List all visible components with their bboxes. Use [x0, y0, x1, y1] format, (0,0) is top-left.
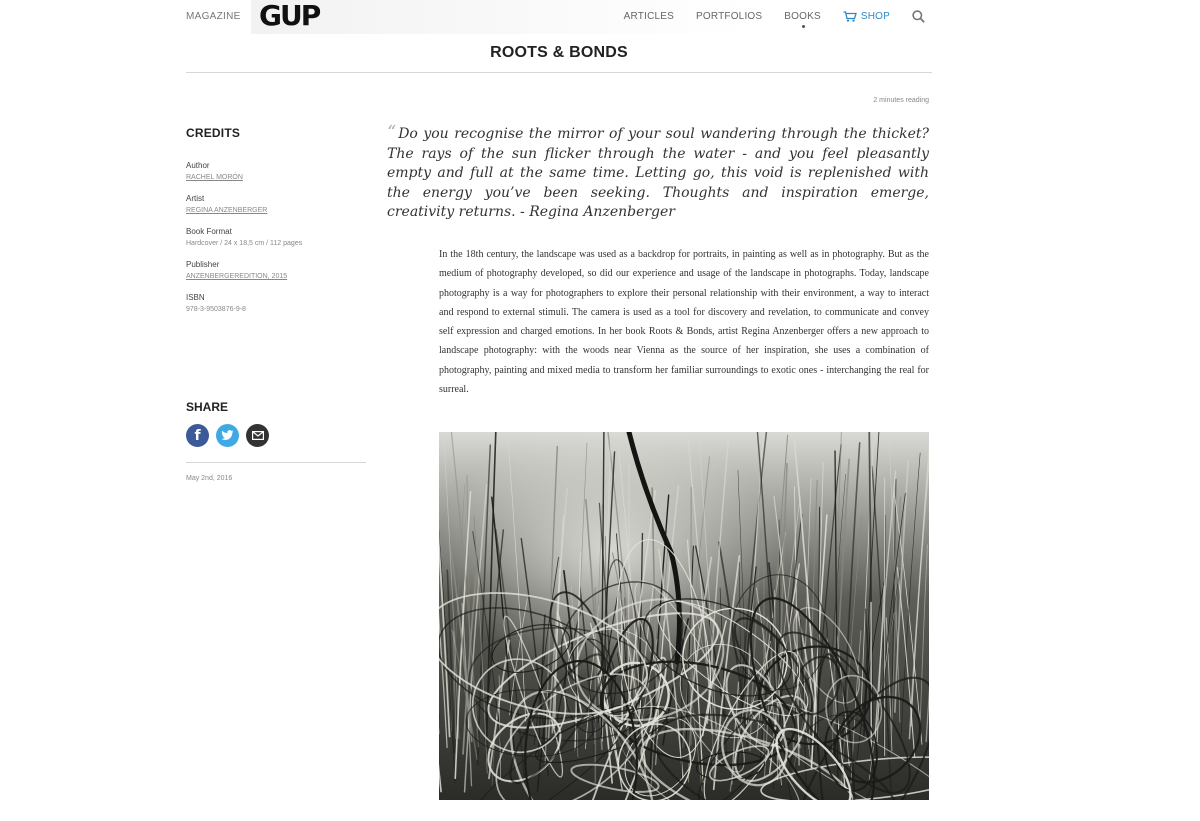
format-value: Hardcover / 24 x 18,5 cm / 112 pages — [186, 240, 303, 247]
article-body: In the 18th century, the landscape was used as a backdrop for portraits, in painting as well as in photography. But as the medium of photography developed, so did our experience and usage of the landscape in photographs. Today, landscape photography is a way for photographers to explore their personal relationship with their environment, a way to interact and respond to external stimuli. The camera is used as a tool for discovery and revelation, to communicate and convey self expression and charged emotions. In her book Roots & Bonds, artist Regina Anzenberger offers a new approach to landscape photography: with the woods near Vienna as the source of her inspiration, she uses a combination of photography, painting and mixed media to transform her familiar surroundings to exotic ones - interchanging the real for surreal. — [439, 249, 929, 396]
nav-articles[interactable]: ARTICLES — [623, 11, 674, 22]
credit-isbn — [186, 292, 366, 316]
credit-publisher — [186, 259, 366, 283]
credit-label: ISBN — [186, 293, 205, 302]
facebook-share-button[interactable] — [186, 424, 209, 447]
page-title: ROOTS & BONDS — [490, 44, 628, 61]
email-share-button[interactable] — [246, 424, 269, 447]
credit-label: Book Format — [186, 227, 232, 236]
credit-label: Artist — [186, 194, 205, 203]
shop-label: SHOP — [860, 11, 890, 22]
magazine-label[interactable]: MAGAZINE — [186, 11, 241, 22]
twitter-share-button[interactable] — [216, 424, 239, 447]
credits-sidebar — [186, 126, 366, 316]
email-icon — [252, 431, 264, 440]
search-button[interactable] — [912, 10, 925, 23]
share-divider — [186, 462, 366, 463]
credit-author — [186, 160, 366, 184]
quote-text: Do you recognise the mirror of your soul wandering through the thicket? The rays of the sun flicker through the water - and you feel pleasantly empty and full at the same time. Letting go, this void is replenished with the energy you’ve been seeking. Thoughts and inspiration emerge, creativity returns. - Regina Anzenberger — [387, 126, 929, 220]
credit-format — [186, 226, 366, 250]
share-buttons — [186, 424, 276, 447]
artist-link[interactable]: REGINA ANZENBERGER — [186, 207, 268, 214]
gup-logo[interactable]: GUP — [259, 0, 320, 32]
nav-shop[interactable] — [843, 11, 890, 22]
main-nav — [602, 10, 925, 23]
article-photo — [439, 432, 929, 800]
nav-portfolios[interactable]: PORTFOLIOS — [696, 11, 763, 22]
credits-heading: CREDITS — [186, 126, 241, 140]
title-divider — [186, 72, 932, 73]
cart-icon — [843, 11, 857, 22]
author-link[interactable]: RACHEL MORÓN — [186, 174, 243, 181]
reading-time: 2 minutes reading — [873, 97, 929, 104]
credit-label: Publisher — [186, 260, 220, 269]
nav-books[interactable]: BOOKS — [784, 11, 821, 22]
share-heading: SHARE — [186, 400, 229, 414]
pull-quote — [387, 123, 929, 223]
credit-artist — [186, 193, 366, 217]
publish-date: May 2nd, 2016 — [186, 475, 233, 482]
facebook-icon: f — [194, 427, 201, 444]
twitter-icon — [221, 430, 234, 441]
search-icon — [912, 10, 925, 23]
publisher-link[interactable]: ANZENBERGEREDITION, 2015 — [186, 273, 288, 280]
credit-label: Author — [186, 161, 210, 170]
quote-mark-icon: “ — [387, 122, 397, 143]
top-bar — [186, 0, 932, 34]
isbn-value: 978-3-9503876-9-8 — [186, 306, 246, 313]
